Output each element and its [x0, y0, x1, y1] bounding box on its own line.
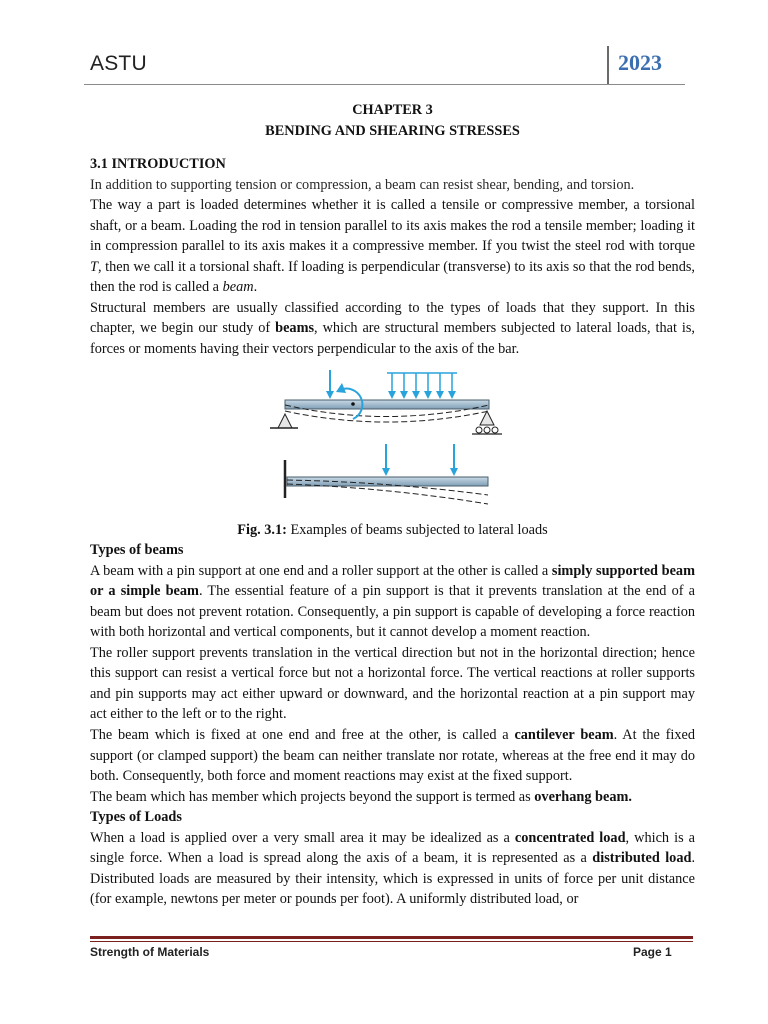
footer-page-number: Page 1	[633, 945, 672, 959]
beams-term: beams	[275, 320, 315, 337]
intro-p2-text-b: , then we call it a torsional shaft. If loading is perpendicular (transverse) to its axis so that the rod bends, then the rod is called a	[90, 258, 695, 296]
beams-p3-text-a: The beam which is fixed at one end and free at the other, is called a	[90, 727, 515, 744]
beam-figure	[90, 370, 695, 520]
beams-p1-text-a: A beam with a pin support at one end and a roller support at the other is called a	[90, 562, 552, 579]
page-content	[90, 100, 695, 910]
simple-beam-term: simply supported beam or a simple beam	[90, 562, 695, 600]
concentrated-load-term: concentrated load	[514, 829, 626, 846]
beams-paragraph-1	[90, 561, 695, 643]
cantilever-beam-diagram	[285, 444, 488, 504]
roller-wheel-1	[476, 427, 482, 433]
beams-paragraph-4	[90, 787, 695, 808]
figure-label: Fig. 3.1:	[237, 521, 287, 538]
beam-diagrams	[90, 370, 695, 520]
simple-beam-body	[285, 400, 489, 409]
intro-heading: 3.1 INTRODUCTION	[90, 156, 226, 173]
intro-p2-text-a: The way a part is loaded determines whether it is called a tensile or compressive member, a torsional shaft, or a beam. Loading the rod in tension parallel to its axis makes the rod a tensile member; loading it in compression parallel to its axis makes it a compressive member. If you twist the steel rod with torque	[90, 197, 695, 255]
pin-support-icon	[278, 414, 292, 428]
beams-p1-text-b: . The essential feature of a pin support is that it prevents translation at the end of a beam but does not prevent rotation. Consequently, a pin support is capable of developing a force reaction with both horizontal and vertical components, but it cannot develop a moment reaction.	[90, 583, 695, 641]
beams-p4-text-a: The beam which has member which projects beyond the support is termed as	[90, 788, 535, 805]
header-separator	[607, 46, 609, 84]
roller-wheel-3	[492, 427, 498, 433]
beam-term: beam	[222, 279, 254, 296]
types-of-beams-heading: Types of beams	[90, 542, 184, 559]
intro-paragraph-1: In addition to supporting tension or compression, a beam can resist shear, bending, and torsion.	[90, 176, 635, 193]
beams-paragraph-2: The roller support prevents translation in the vertical direction but not in the horizontal direction; hence this support can resist a vertical force but not a horizontal force. The vertical reactions at roller supports and pin supports may act either upward or downward, and the horizontal reaction at a pin support may act either to the left or to the right.	[90, 644, 695, 723]
roller-wheel-2	[484, 427, 490, 433]
intro-p3-text-b: , which are structural members subjected to lateral loads, that is, forces or moments having their vectors perpendicular to the axis of the bar.	[90, 320, 695, 358]
intro-paragraph-2	[90, 195, 695, 298]
intro-paragraph-3	[90, 298, 695, 360]
cantilever-deflection-lower	[287, 484, 488, 504]
beams-p3-text-b: . At the fixed support (or clamped support) the beam can neither translate nor rotate, whereas at the free end it may do both. Consequently, both force and moment reactions may exist at the fixed support.	[90, 727, 695, 785]
footer-rule-thin	[90, 941, 693, 942]
beams-paragraph-3	[90, 725, 695, 787]
header-year: 2023	[618, 50, 662, 75]
cantilever-beam-term: cantilever beam	[514, 727, 614, 744]
loads-p1-text-c: . Distributed loads are measured by their intensity, which is expressed in units of force per unit distance (for example, newtons per meter or pounds per foot). A uniformly distributed load, or	[90, 850, 696, 908]
loads-p1-text-a: When a load is applied over a very small area it may be idealized as a	[90, 829, 515, 846]
footer-course-title: Strength of Materials	[90, 945, 210, 959]
footer-rule-thick	[90, 936, 693, 939]
intro-p3-text-a: Structural members are usually classified according to the types of loads that they support. In this chapter, we begin our study of	[90, 299, 695, 337]
roller-support-icon	[480, 411, 494, 425]
torque-symbol: T	[90, 258, 98, 275]
intro-p2-end: .	[253, 279, 258, 296]
figure-caption-text: Examples of beams subjected to lateral loads	[286, 521, 548, 538]
types-of-loads-heading: Types of Loads	[90, 809, 182, 826]
chapter-title: BENDING AND SHEARING STRESSES	[265, 122, 520, 139]
header-title: ASTU	[90, 52, 147, 75]
loads-paragraph-1	[90, 828, 695, 910]
loads-p1-text-b: , which is a single force. When a load is spread along the axis of a beam, it is represented as a	[90, 829, 696, 867]
figure-caption	[90, 520, 695, 541]
simple-beam-diagram	[270, 370, 502, 434]
distributed-load-term: distributed load	[592, 850, 692, 867]
overhang-beam-term: overhang beam.	[534, 788, 632, 805]
chapter-number: CHAPTER 3	[352, 102, 433, 118]
header-rule	[84, 84, 685, 85]
moment-center-dot	[351, 402, 355, 406]
